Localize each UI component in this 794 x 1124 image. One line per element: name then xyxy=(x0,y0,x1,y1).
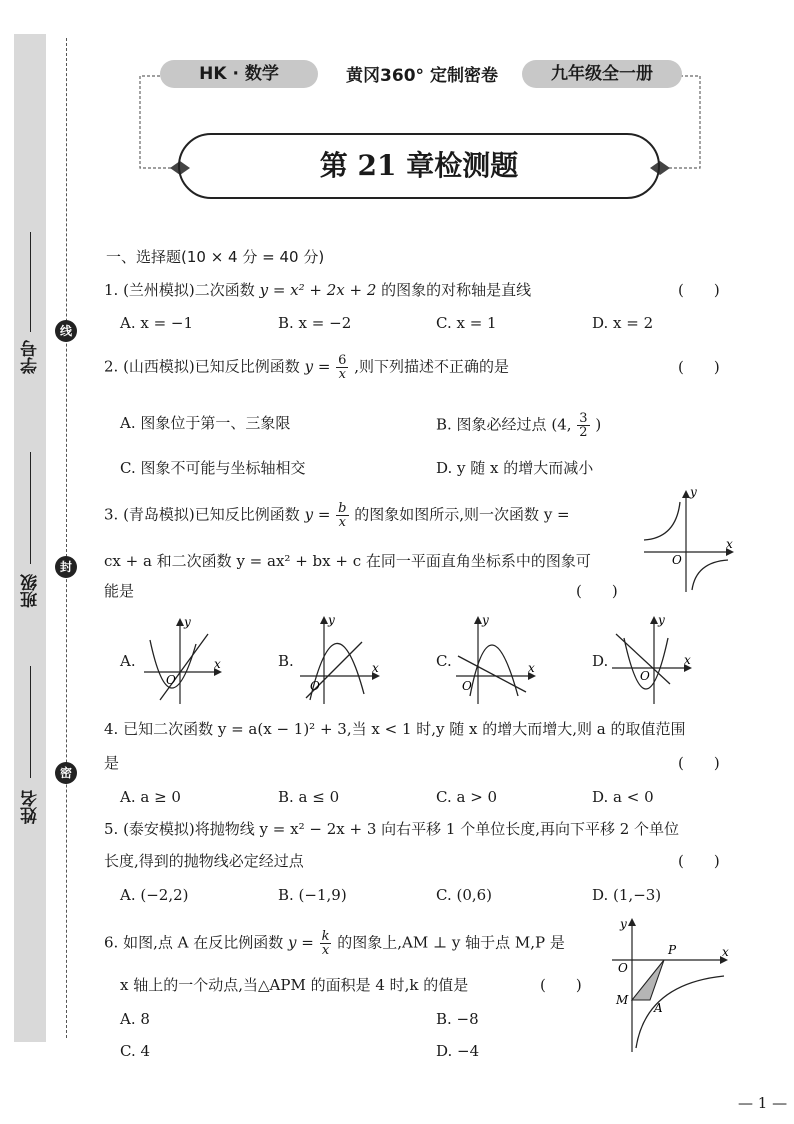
q6-answer-paren: ( ) xyxy=(540,976,582,994)
q2-point-num: 3 xyxy=(579,411,588,426)
q6-line2: x 轴上的一个动点,当△APM 的面积是 4 时,k 的值是 xyxy=(120,976,469,994)
q4-option-b: B. a ≤ 0 xyxy=(278,788,340,806)
q6-origin-label: O xyxy=(618,961,628,975)
q3-line3: 能是 xyxy=(104,582,135,600)
class-label: 班级 xyxy=(21,574,41,608)
q3-line2: cx + a 和二次函数 y = ax² + bx + c 在同一平面直角坐标系中的图象可 xyxy=(104,552,591,570)
q3-ref-y-label: y xyxy=(690,486,697,499)
q6-fraction xyxy=(320,930,332,957)
section-heading: 一、选择题(10 × 4 分 = 40 分) xyxy=(106,248,325,266)
q4-line2: 是 xyxy=(104,754,120,772)
q3-d-origin-label: O xyxy=(640,669,650,683)
q6-option-c: C. 4 xyxy=(120,1042,151,1060)
q6-graph xyxy=(606,912,738,1054)
seal-mark-3: 密 xyxy=(55,762,77,784)
q3-option-b-label: B. xyxy=(278,652,294,670)
q5-line1: 5. (泰安模拟)将抛物线 y = x² − 2x + 3 向右平移 1 个单位长度,再向下平移 2 个单位 xyxy=(104,820,680,838)
q6-line1 xyxy=(104,930,565,957)
q3-option-a-label: A. xyxy=(120,652,136,670)
q3-a-y-label: y xyxy=(184,615,191,629)
q5-option-d: D. (1,−3) xyxy=(592,886,662,904)
q3-c-origin-label: O xyxy=(462,679,472,693)
q6-line1-b: 的图象上,AM ⊥ y 轴于点 M,P 是 xyxy=(337,933,565,952)
q1-stem-a: 1. (兰州模拟)二次函数 xyxy=(104,281,255,299)
q3-line1-b: 的图象如图所示,则一次函数 y = xyxy=(354,505,570,524)
seal-mark-1: 线 xyxy=(55,320,77,342)
q3-option-d-label: D. xyxy=(592,652,609,670)
q3-fraction xyxy=(336,502,348,529)
student-no-label: 学号 xyxy=(21,340,41,374)
q2-stem-b: ,则下列描述不正确的是 xyxy=(354,357,510,376)
binding-dashed-line xyxy=(66,38,67,1038)
q3-c-x-label: x xyxy=(528,661,535,675)
q3-option-b-graph xyxy=(296,610,386,706)
q5-option-c: C. (0,6) xyxy=(436,886,493,904)
q3-d-x-label: x xyxy=(684,653,691,667)
student-no-line xyxy=(30,232,31,332)
q3-line1 xyxy=(104,502,570,529)
q2-point-a: (4, xyxy=(551,415,572,434)
q3-b-origin-label: O xyxy=(310,679,320,693)
q2-option-d: D. y 随 x 的增大而减小 xyxy=(436,459,594,477)
q3-ref-x-label: x xyxy=(726,537,733,551)
q2-frac-num: 6 xyxy=(338,353,347,368)
q4-option-d: D. a < 0 xyxy=(592,788,654,806)
q3-option-d-graph xyxy=(608,610,698,706)
q6-y-label: y xyxy=(620,917,627,931)
q6-point-a-label: A xyxy=(654,1001,663,1015)
series-name: 黄冈360° 定制密卷 xyxy=(346,66,498,86)
q3-b-x-label: x xyxy=(372,661,379,675)
q2-fraction xyxy=(336,354,348,381)
q6-point-p-label: P xyxy=(668,943,677,957)
q1-stem xyxy=(104,279,531,301)
q1-function: y = x² + 2x + 2 xyxy=(259,281,377,299)
q2-stem xyxy=(104,354,509,381)
q4-option-a: A. a ≥ 0 xyxy=(120,788,181,806)
q6-point-m-label: M xyxy=(616,993,629,1007)
q2-stem-a: 2. (山西模拟)已知反比例函数 xyxy=(104,357,300,376)
q1-option-c: C. x = 1 xyxy=(436,314,497,332)
q5-line2: 长度,得到的抛物线必定经过点 xyxy=(104,852,304,870)
subject-pill: HK · 数学 xyxy=(160,60,318,88)
q3-c-y-label: y xyxy=(482,613,489,627)
q3-frac-den: x xyxy=(338,515,346,530)
class-line xyxy=(30,452,31,564)
q1-option-b: B. x = −2 xyxy=(278,314,352,332)
q4-answer-paren: ( ) xyxy=(678,754,720,772)
q6-frac-num: k xyxy=(321,929,330,944)
q3-option-a-graph xyxy=(140,614,228,706)
q6-line1-a: 6. 如图,点 A 在反比例函数 xyxy=(104,933,284,952)
q6-option-d: D. −4 xyxy=(436,1042,480,1060)
page-number: — 1 — xyxy=(738,1094,788,1112)
q3-ref-origin-label: O xyxy=(672,553,682,567)
q5-option-b: B. (−1,9) xyxy=(278,886,347,904)
q5-answer-paren: ( ) xyxy=(678,852,720,870)
q3-reference-graph xyxy=(640,486,740,594)
q4-line1: 4. 已知二次函数 y = a(x − 1)² + 3,当 x < 1 时,y 随 x 的增大而增大,则 a 的取值范围 xyxy=(104,720,686,738)
q6-option-b: B. −8 xyxy=(436,1010,479,1028)
q1-option-a: A. x = −1 xyxy=(120,314,194,332)
q2-point-fraction xyxy=(577,412,589,439)
q2-option-c: C. 图象不可能与坐标轴相交 xyxy=(120,459,306,477)
q2-option-a: A. 图象位于第一、三象限 xyxy=(120,414,291,432)
q6-y-eq: y = xyxy=(288,933,314,952)
q1-answer-paren: ( ) xyxy=(678,281,720,299)
q5-option-a: A. (−2,2) xyxy=(120,886,189,904)
q3-b-y-label: y xyxy=(328,613,335,627)
q1-stem-b: 的图象的对称轴是直线 xyxy=(381,281,532,299)
q6-option-a: A. 8 xyxy=(120,1010,150,1028)
q6-x-label: x xyxy=(722,945,729,959)
q1-option-d: D. x = 2 xyxy=(592,314,654,332)
q3-line1-a: 3. (青岛模拟)已知反比例函数 xyxy=(104,505,300,524)
page-title: 第 21 章检测题 xyxy=(319,149,519,182)
q2-option-b-text: B. 图象必经过点 xyxy=(436,415,547,434)
q3-y-eq: y = xyxy=(304,505,331,524)
grade-pill: 九年级全一册 xyxy=(522,60,682,88)
q3-option-c-label: C. xyxy=(436,652,452,670)
q3-frac-num: b xyxy=(338,501,347,516)
q3-a-x-label: x xyxy=(214,657,221,671)
q2-point-den: 2 xyxy=(579,425,588,440)
name-label: 姓名 xyxy=(21,790,41,824)
q3-answer-paren: ( ) xyxy=(576,582,618,600)
q3-option-c-graph xyxy=(452,610,542,706)
q6-frac-den: x xyxy=(321,943,330,958)
seal-mark-2: 封 xyxy=(55,556,77,578)
q2-point-b: ) xyxy=(595,415,602,434)
q2-y-eq: y = xyxy=(304,357,331,376)
q3-a-origin-label: O xyxy=(166,673,176,687)
q2-option-b xyxy=(436,412,601,439)
q2-frac-den: x xyxy=(338,367,346,382)
name-line xyxy=(30,666,31,778)
q4-option-c: C. a > 0 xyxy=(436,788,498,806)
q3-d-y-label: y xyxy=(658,613,665,627)
q2-answer-paren: ( ) xyxy=(678,358,720,376)
